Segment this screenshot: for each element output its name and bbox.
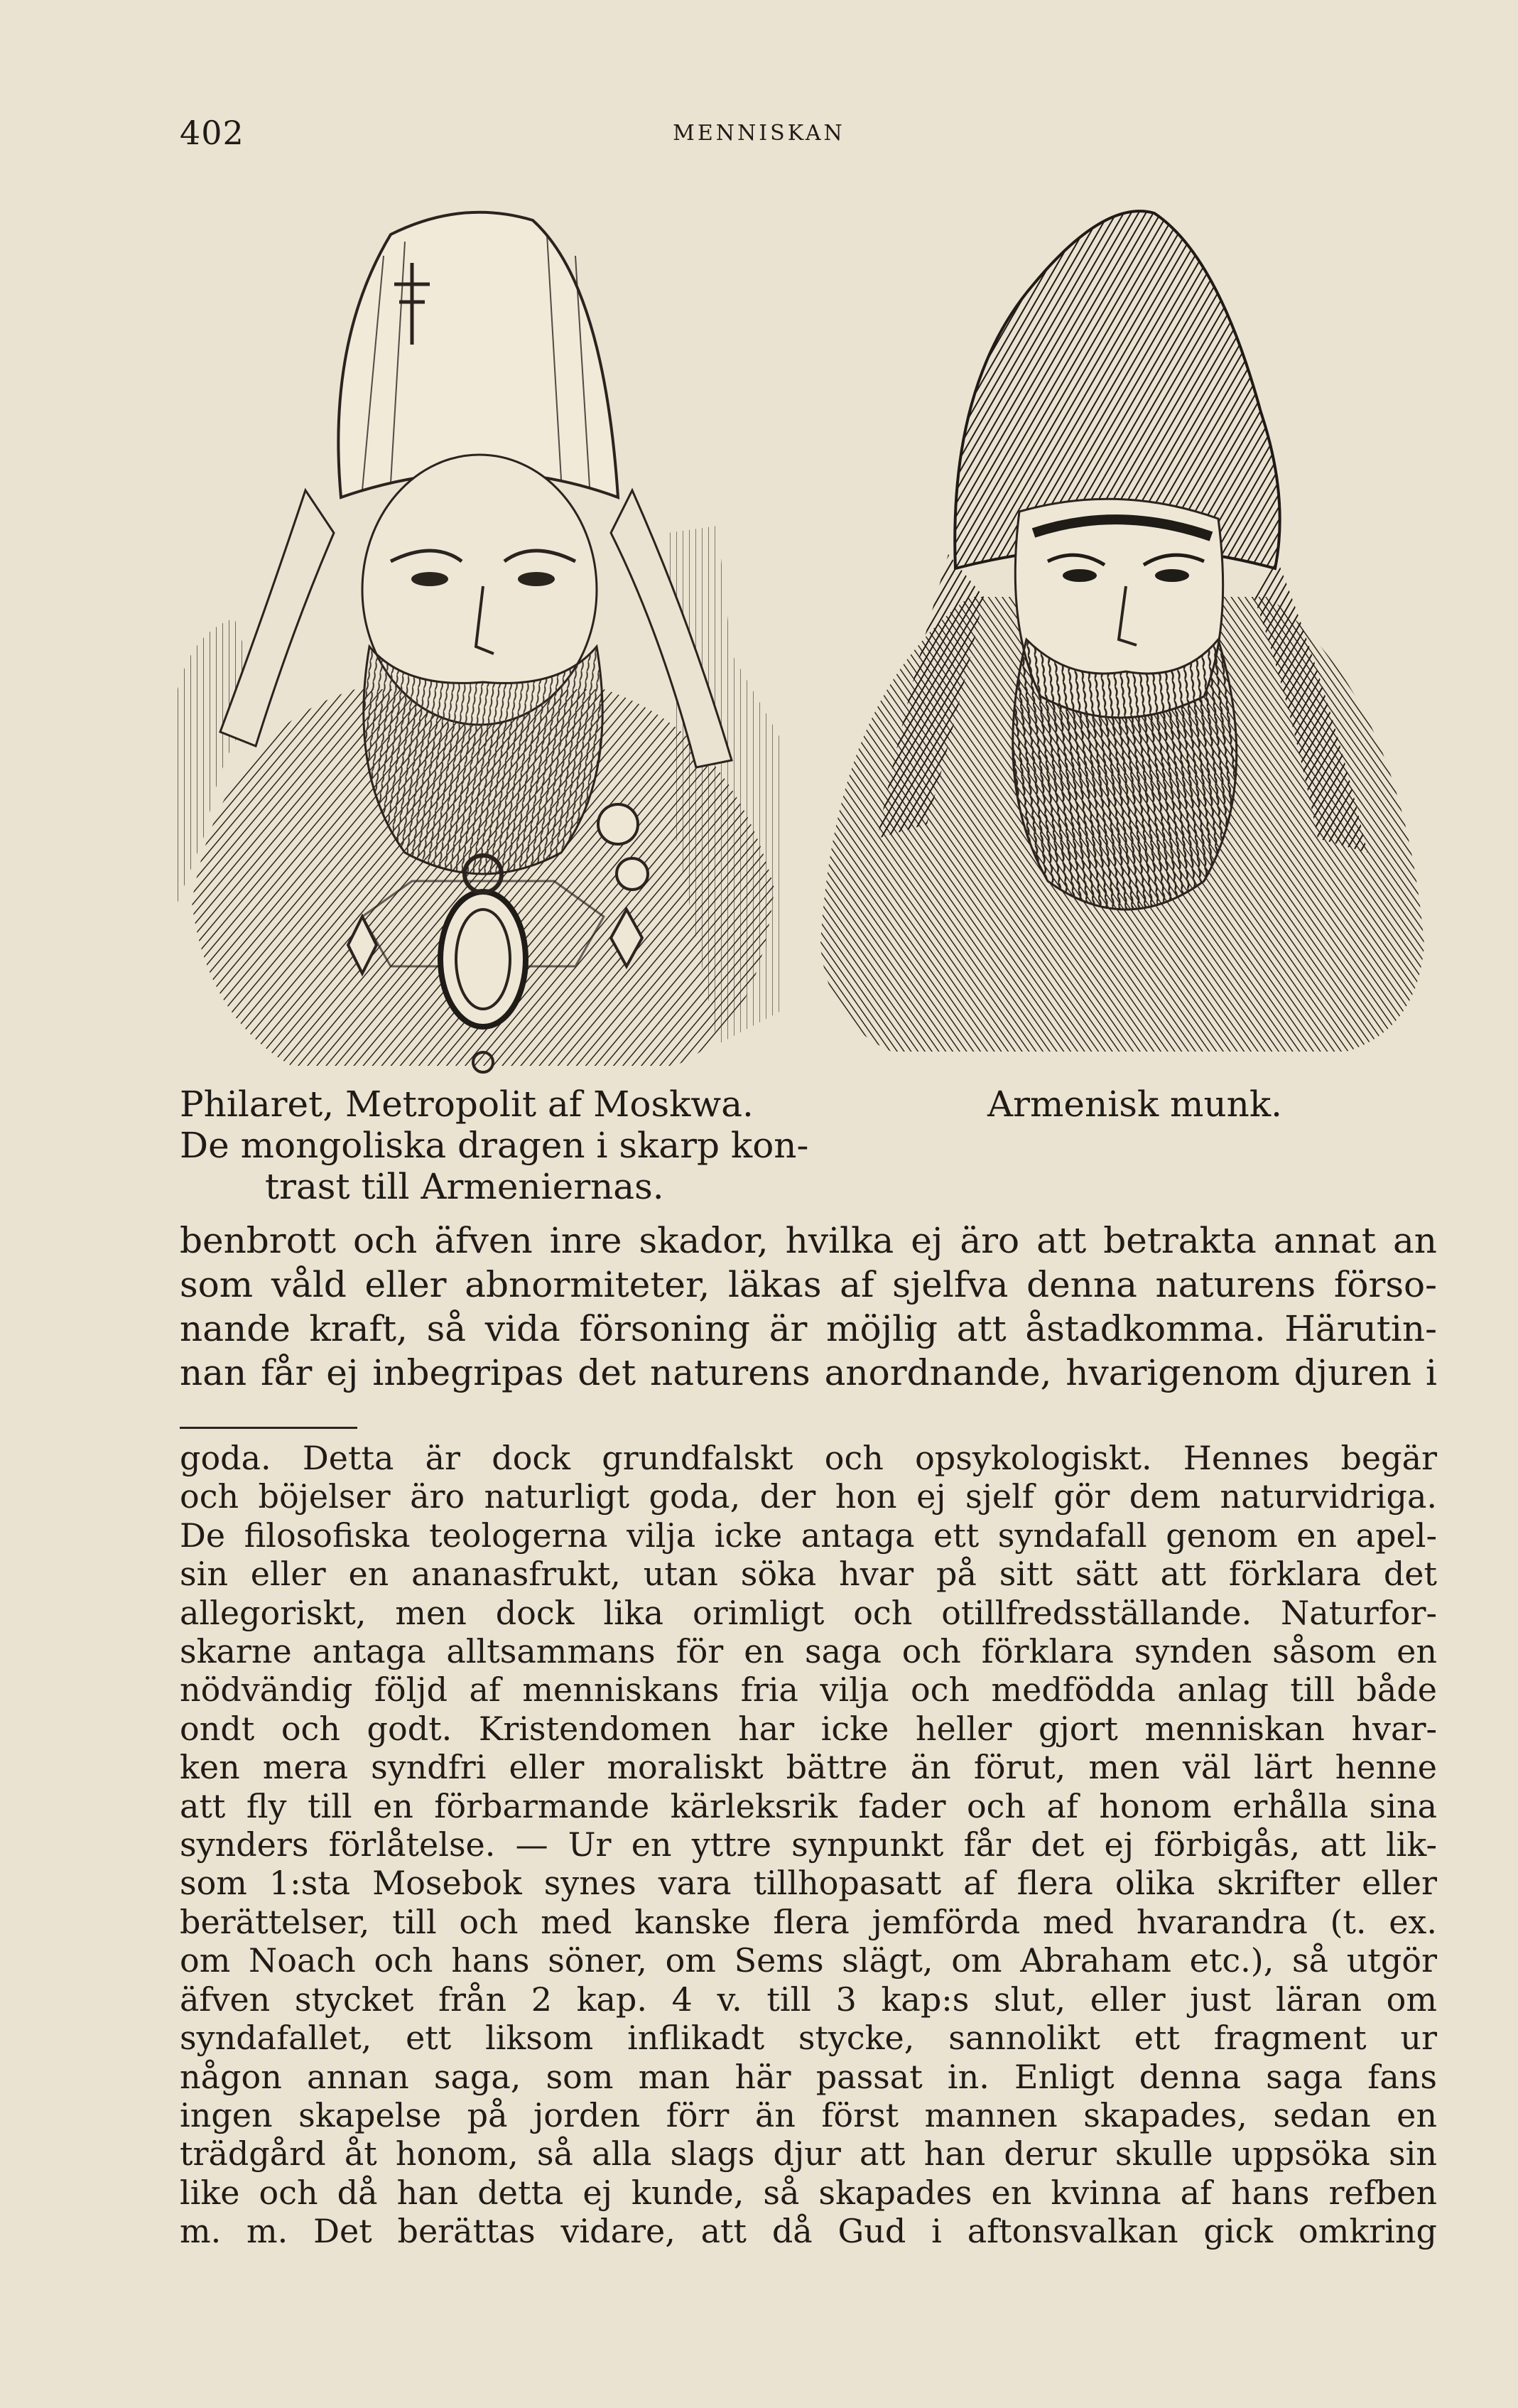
text-line: nödvändig följd af menniskans fria vilja och medfödda anlag till både (180, 1670, 1437, 1710)
text-line: att fly till en förbarmande kärleksrik fader och af honom erhålla sina (180, 1786, 1437, 1825)
page-number: 402 (180, 114, 244, 152)
text-line: allegoriskt, men dock lika orimligt och otillfredsställande. Naturfor- (180, 1593, 1437, 1632)
page-header (180, 114, 1338, 156)
text-line: och böjelser äro naturligt goda, der hon ej sjelf gör dem naturvidriga. (180, 1477, 1437, 1516)
text-line: m. m. Det berättas vidare, att då Gud i aftonsvalkan gick omkring (180, 2212, 1437, 2251)
text-line: om Noach och hans söner, om Sems slägt, om Abraham etc.), så utgör (180, 1941, 1437, 1980)
text-line: någon annan saga, som man här passat in. Enligt denna saga fans (180, 2057, 1437, 2096)
caption-line: Philaret, Metropolit af Moskwa. (180, 1084, 754, 1125)
text-line: goda. Detta är dock grundfalskt och opsykologiskt. Hennes begär (180, 1439, 1437, 1477)
text-line: ken mera syndfri eller moraliskt bättre än förut, men väl lärt henne (180, 1748, 1437, 1787)
text-line: ondt och godt. Kristendomen har icke heller gjort menniskan hvar- (180, 1709, 1437, 1748)
text-line: trädgård åt honom, så alla slags djur att han derur skulle uppsöka sin (180, 2134, 1437, 2174)
text-line: synders förlåtelse. — Ur en yttre synpunkt får det ej förbigås, att lik- (180, 1825, 1437, 1864)
text-line: sin eller en ananasfrukt, utan söka hvar på sitt sätt att förklara det (180, 1555, 1437, 1594)
text-line: syndafallet, ett liksom inflikadt stycke, sannolikt ett fragment ur (180, 2019, 1437, 2058)
text-line: nan får ej inbegripas det naturens anordnande, hvarigenom djuren i (180, 1352, 1437, 1393)
text-line: som våld eller abnormiteter, läkas af sjelfva denna naturens förso- (180, 1264, 1437, 1305)
figure-caption-left (180, 1084, 819, 1207)
running-title: MENNISKAN (673, 121, 845, 146)
figure-caption-right: Armenisk munk. (987, 1084, 1283, 1125)
text-line: äfven stycket från 2 kap. 4 v. till 3 kap:s slut, eller just läran om (180, 1980, 1437, 2019)
engraving-metropolitan (178, 192, 785, 1080)
main-text (180, 1219, 1437, 1395)
text-line: berättelser, till och med kanske flera jemförda med hvarandra (t. ex. (180, 1902, 1437, 1941)
engraving-armenian-monk (806, 199, 1435, 1059)
text-line: like och då han detta ej kunde, så skapades en kvinna af hans refben (180, 2173, 1437, 2212)
caption-line: trast till Armeniernas. (265, 1166, 664, 1207)
footnote-divider (180, 1427, 357, 1429)
caption-line: De mongoliska dragen i skarp kon- (180, 1125, 809, 1166)
text-line: som 1:sta Mosebok synes vara tillhopasatt af flera olika skrifter eller (180, 1864, 1437, 1903)
text-line: skarne antaga alltsammans för en saga och förklara synden såsom en (180, 1632, 1437, 1671)
text-line: nande kraft, så vida försoning är möjlig att åstadkomma. Härutin- (180, 1308, 1437, 1349)
text-line: ingen skapelse på jorden förr än först mannen skapades, sedan en (180, 2095, 1437, 2134)
text-line: benbrott och äfven inre skador, hvilka ej äro att betrakta annat an (180, 1220, 1437, 1261)
text-line: De filosofiska teologerna vilja icke antaga ett syndafall genom en apel- (180, 1516, 1437, 1555)
footnote-text (180, 1439, 1437, 2251)
